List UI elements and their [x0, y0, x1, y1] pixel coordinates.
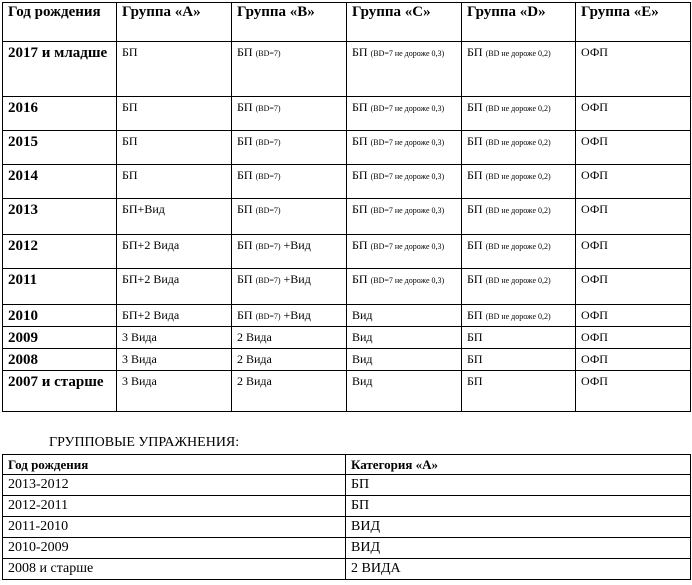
group-b-cell: [232, 42, 347, 97]
table-row: [3, 199, 691, 235]
group-d-cell: [462, 165, 576, 199]
header-group-d: Группа «D»: [462, 3, 576, 42]
group-table-row: [3, 517, 691, 538]
group-b-cell: [232, 235, 347, 269]
group-e-cell: ОФП: [576, 371, 691, 412]
group-d-cell: [462, 305, 576, 327]
group-e-cell: ОФП: [576, 327, 691, 349]
group-b-cell: [232, 371, 347, 412]
group-c-main: Вид: [352, 330, 373, 344]
group-c-main: БП: [352, 45, 368, 59]
group-d-cell: [462, 131, 576, 165]
group-d-note: (BD не дороже 0,2): [485, 49, 551, 58]
group-category-cell: БП: [346, 475, 691, 496]
group-b-main: БП: [237, 168, 253, 182]
group-category-cell: 2 ВИДА: [346, 559, 691, 580]
group-d-main: БП: [467, 45, 483, 59]
year-cell: 2008: [3, 349, 117, 371]
group-c-cell: [347, 131, 462, 165]
group-b-cell: [232, 199, 347, 235]
table-row: [3, 97, 691, 131]
year-cell: 2017 и младше: [3, 42, 117, 97]
group-d-main: БП: [467, 238, 483, 252]
group-year-cell: 2013-2012: [3, 475, 346, 496]
group-b-main: БП: [237, 45, 253, 59]
year-cell: 2010: [3, 305, 117, 327]
year-cell: 2014: [3, 165, 117, 199]
header-group-c: Группа «С»: [347, 3, 462, 42]
group-d-main: БП: [467, 134, 483, 148]
group-d-note: (BD не дороже 0,2): [485, 104, 551, 113]
group-category-cell: ВИД: [346, 517, 691, 538]
group-table-row: [3, 496, 691, 517]
group-c-main: БП: [352, 202, 368, 216]
table-row: [3, 305, 691, 327]
group-b-cell: [232, 327, 347, 349]
group-b-note: (BD=7): [255, 172, 281, 181]
age-groups-table: [2, 2, 691, 412]
group-b-note: (BD=7): [255, 276, 281, 285]
group-b-cell: [232, 349, 347, 371]
group-header-category: Категория «А»: [346, 455, 691, 475]
group-a-cell: БП: [117, 131, 232, 165]
group-d-cell: [462, 199, 576, 235]
group-d-note: (BD не дороже 0,2): [485, 138, 551, 147]
group-c-note: (BD=7 не дороже 0,3): [370, 242, 445, 251]
group-header-row: [3, 455, 691, 475]
group-c-cell: [347, 235, 462, 269]
group-c-main: БП: [352, 134, 368, 148]
year-cell: 2016: [3, 97, 117, 131]
group-c-cell: [347, 165, 462, 199]
table-row: [3, 235, 691, 269]
group-b-note: (BD=7): [255, 138, 281, 147]
group-table-row: [3, 538, 691, 559]
group-d-main: БП: [467, 168, 483, 182]
group-b-cell: [232, 305, 347, 327]
group-d-note: (BD не дороже 0,2): [485, 242, 551, 251]
group-e-cell: ОФП: [576, 269, 691, 305]
group-b-main: БП: [237, 134, 253, 148]
group-b-main: 2 Вида: [237, 330, 272, 344]
group-b-main: 2 Вида: [237, 374, 272, 388]
table-row: [3, 327, 691, 349]
group-c-cell: [347, 327, 462, 349]
group-c-note: (BD=7 не дороже 0,3): [370, 206, 445, 215]
group-c-cell: [347, 42, 462, 97]
group-b-note: (BD=7): [255, 104, 281, 113]
group-d-main: БП: [467, 308, 483, 322]
group-d-cell: [462, 42, 576, 97]
header-year: Год рождения: [3, 3, 117, 42]
group-c-cell: [347, 349, 462, 371]
group-d-main: БП: [467, 352, 483, 366]
group-e-cell: ОФП: [576, 97, 691, 131]
table-row: [3, 349, 691, 371]
group-a-cell: БП+2 Вида: [117, 269, 232, 305]
group-c-main: Вид: [352, 352, 373, 366]
group-d-note: (BD не дороже 0,2): [485, 312, 551, 321]
group-d-main: БП: [467, 202, 483, 216]
group-c-note: (BD=7 не дороже 0,3): [370, 276, 445, 285]
group-a-cell: БП: [117, 165, 232, 199]
group-b-main: БП: [237, 272, 253, 286]
group-c-note: (BD=7 не дороже 0,3): [370, 138, 445, 147]
group-category-cell: БП: [346, 496, 691, 517]
group-table-row: [3, 559, 691, 580]
group-c-main: Вид: [352, 308, 373, 322]
year-cell: 2009: [3, 327, 117, 349]
header-group-e: Группа «Е»: [576, 3, 691, 42]
group-category-cell: ВИД: [346, 538, 691, 559]
table-row: [3, 42, 691, 97]
group-b-extra: +Вид: [283, 308, 311, 322]
group-exercises-table: [2, 454, 691, 580]
year-cell: 2012: [3, 235, 117, 269]
table-header-row: [3, 3, 691, 42]
group-b-main: БП: [237, 238, 253, 252]
group-c-note: (BD=7 не дороже 0,3): [370, 49, 445, 58]
group-b-cell: [232, 269, 347, 305]
group-d-cell: [462, 97, 576, 131]
group-d-note: (BD не дороже 0,2): [485, 276, 551, 285]
year-cell: 2015: [3, 131, 117, 165]
group-c-cell: [347, 97, 462, 131]
group-d-cell: [462, 349, 576, 371]
group-c-note: (BD=7 не дороже 0,3): [370, 104, 445, 113]
group-a-cell: БП+2 Вида: [117, 235, 232, 269]
group-a-cell: БП+2 Вида: [117, 305, 232, 327]
group-b-note: (BD=7): [255, 312, 281, 321]
table-row: [3, 371, 691, 412]
group-year-cell: 2012-2011: [3, 496, 346, 517]
group-e-cell: ОФП: [576, 165, 691, 199]
group-d-cell: [462, 327, 576, 349]
group-d-main: БП: [467, 272, 483, 286]
group-b-note: (BD=7): [255, 242, 281, 251]
group-e-cell: ОФП: [576, 199, 691, 235]
group-a-cell: 3 Вида: [117, 349, 232, 371]
group-e-cell: ОФП: [576, 305, 691, 327]
group-a-cell: БП: [117, 97, 232, 131]
group-c-cell: [347, 269, 462, 305]
group-e-cell: ОФП: [576, 131, 691, 165]
group-year-cell: 2011-2010: [3, 517, 346, 538]
header-group-b: Группа «В»: [232, 3, 347, 42]
table-row: [3, 165, 691, 199]
group-d-note: (BD не дороже 0,2): [485, 172, 551, 181]
table-row: [3, 131, 691, 165]
group-b-extra: +Вид: [283, 272, 311, 286]
group-d-main: БП: [467, 374, 483, 388]
group-year-cell: 2008 и старше: [3, 559, 346, 580]
group-b-main: БП: [237, 308, 253, 322]
group-e-cell: ОФП: [576, 349, 691, 371]
group-b-extra: +Вид: [283, 238, 311, 252]
group-c-cell: [347, 199, 462, 235]
group-e-cell: ОФП: [576, 42, 691, 97]
group-a-cell: 3 Вида: [117, 327, 232, 349]
group-b-cell: [232, 165, 347, 199]
group-d-cell: [462, 371, 576, 412]
group-b-note: (BD=7): [255, 49, 281, 58]
group-year-cell: 2010-2009: [3, 538, 346, 559]
header-group-a: Группа «А»: [117, 3, 232, 42]
group-b-main: БП: [237, 100, 253, 114]
group-c-main: БП: [352, 168, 368, 182]
group-c-main: БП: [352, 100, 368, 114]
group-c-cell: [347, 371, 462, 412]
group-d-note: (BD не дороже 0,2): [485, 206, 551, 215]
group-a-cell: 3 Вида: [117, 371, 232, 412]
group-e-cell: ОФП: [576, 235, 691, 269]
group-c-cell: [347, 305, 462, 327]
group-b-note: (BD=7): [255, 206, 281, 215]
year-cell: 2011: [3, 269, 117, 305]
group-b-cell: [232, 97, 347, 131]
group-d-main: БП: [467, 100, 483, 114]
group-header-year: Год рождения: [3, 455, 346, 475]
table-row: [3, 269, 691, 305]
group-exercises-title: ГРУППОВЫЕ УПРАЖНЕНИЯ:: [49, 435, 240, 450]
group-a-cell: БП: [117, 42, 232, 97]
group-d-main: БП: [467, 330, 483, 344]
group-b-main: 2 Вида: [237, 352, 272, 366]
group-b-cell: [232, 131, 347, 165]
group-d-cell: [462, 235, 576, 269]
year-cell: 2013: [3, 199, 117, 235]
group-c-note: (BD=7 не дороже 0,3): [370, 172, 445, 181]
group-c-main: Вид: [352, 374, 373, 388]
group-c-main: БП: [352, 238, 368, 252]
group-a-cell: БП+Вид: [117, 199, 232, 235]
group-table-row: [3, 475, 691, 496]
group-d-cell: [462, 269, 576, 305]
group-c-main: БП: [352, 272, 368, 286]
group-b-main: БП: [237, 202, 253, 216]
year-cell: 2007 и старше: [3, 371, 117, 412]
